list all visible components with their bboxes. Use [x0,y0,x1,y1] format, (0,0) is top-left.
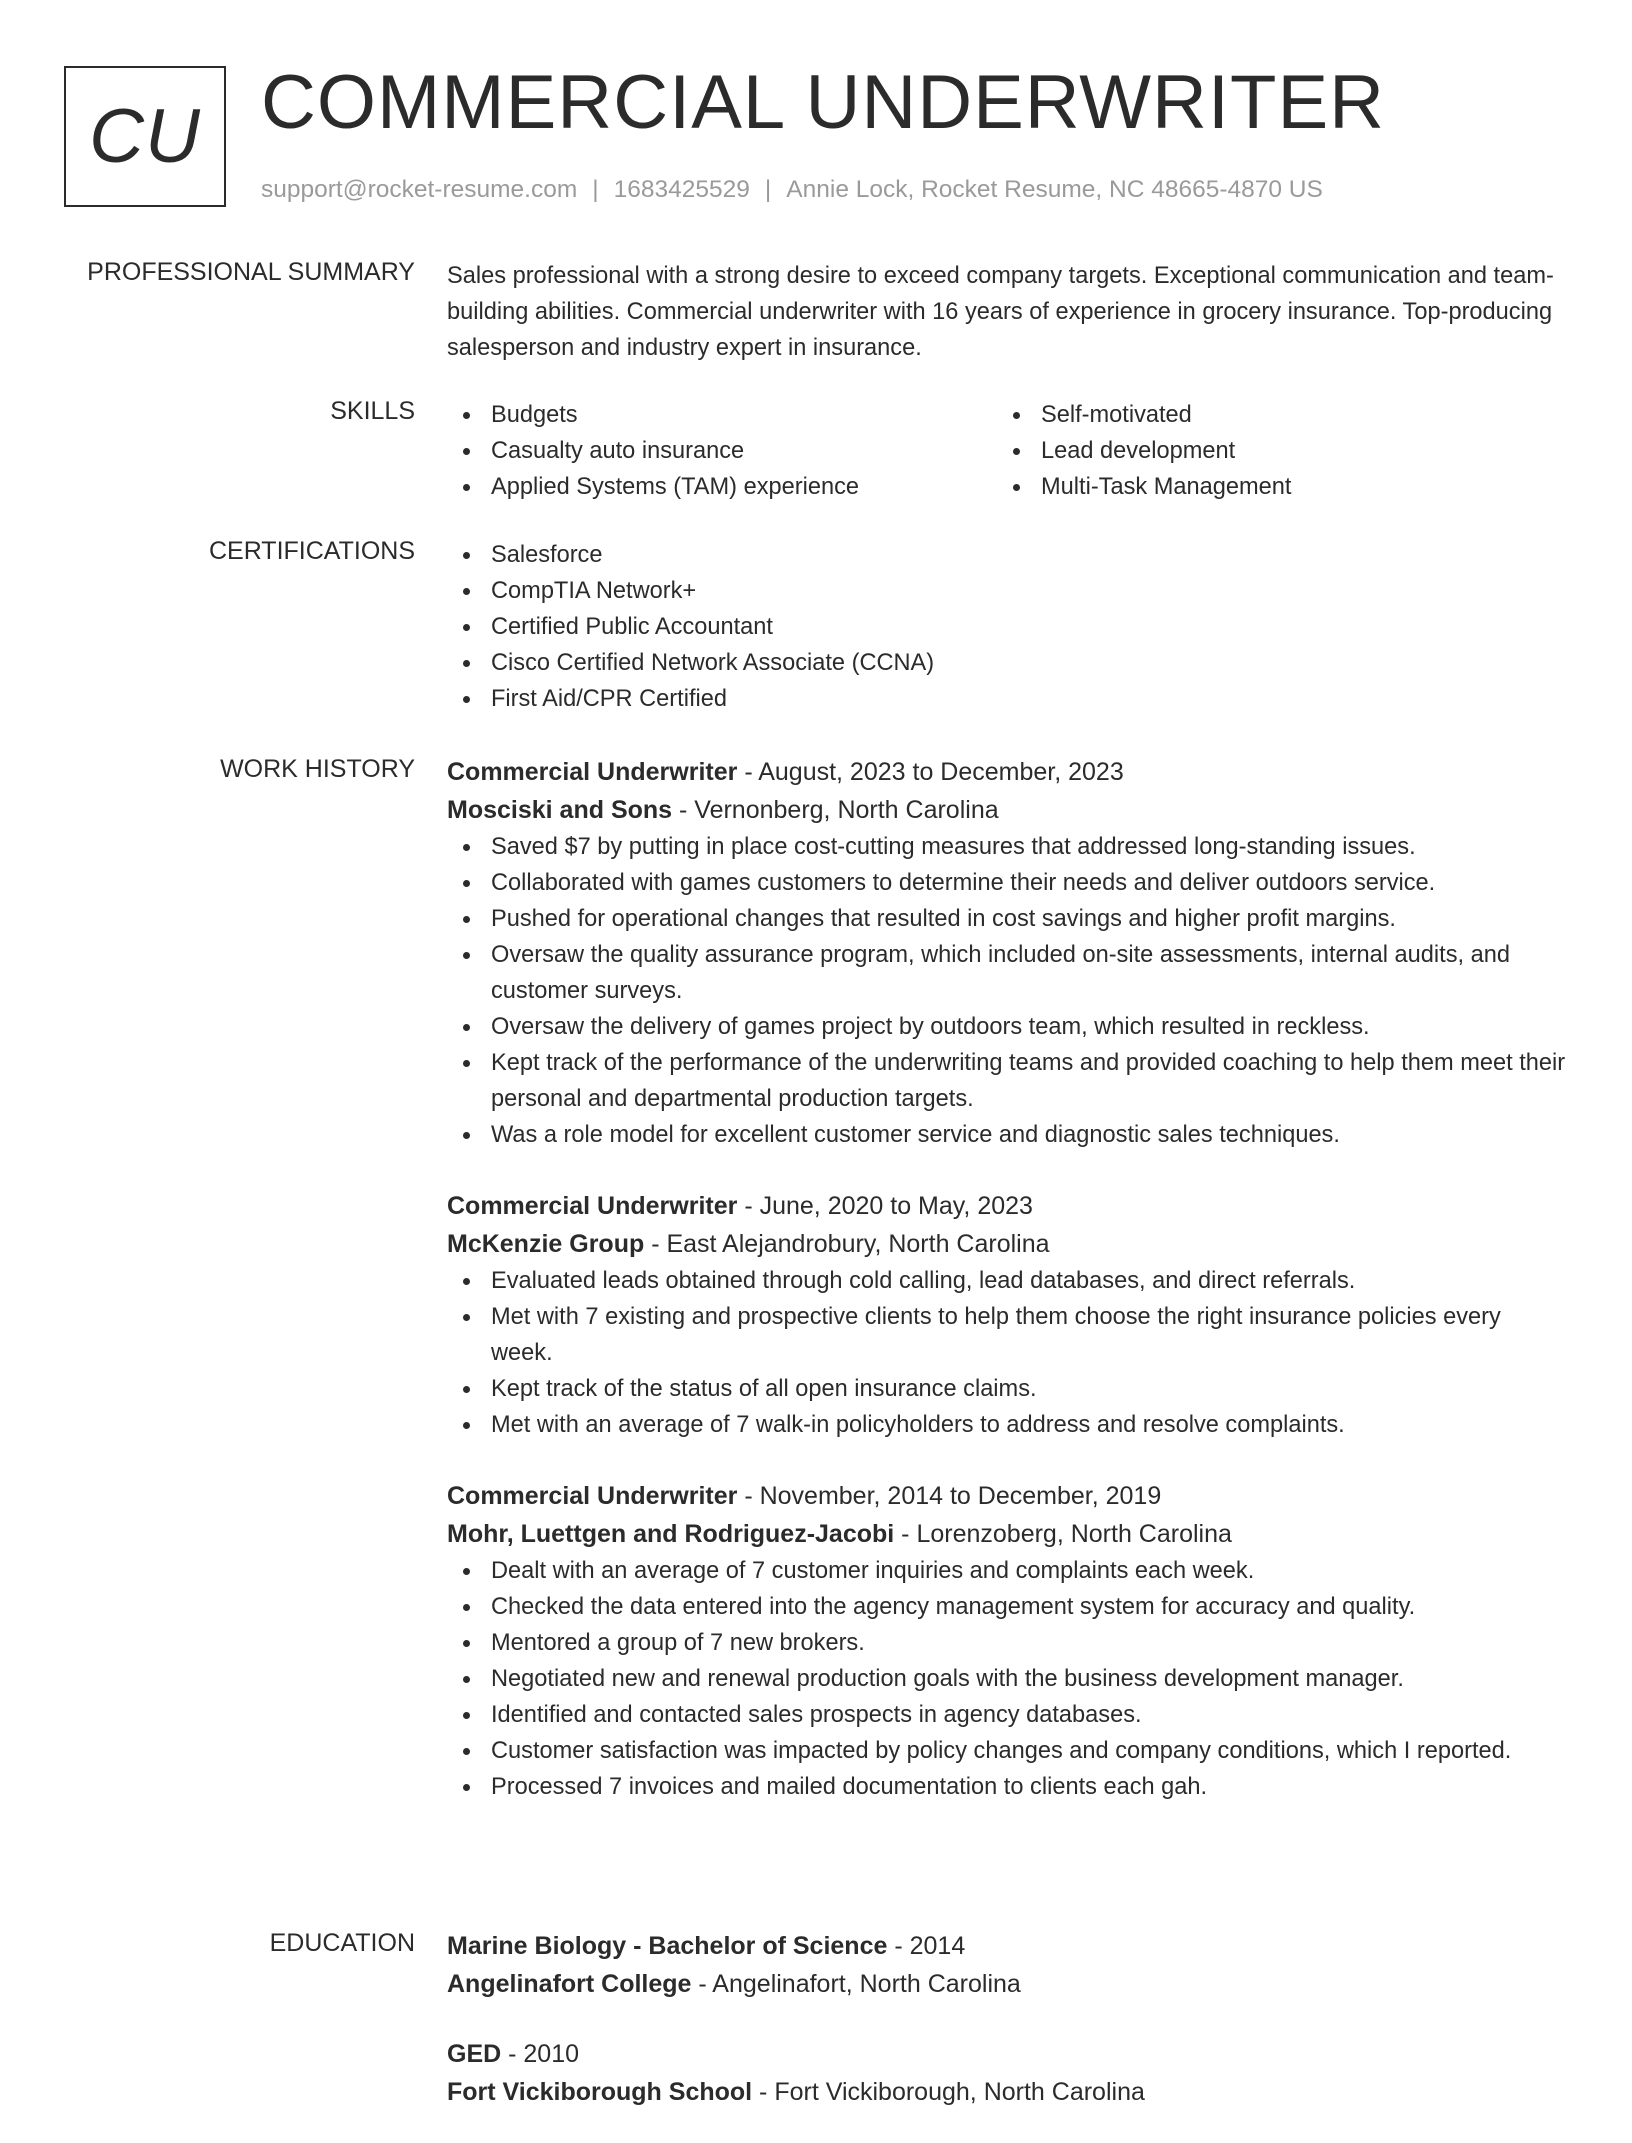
education-school-line [447,2073,1567,2111]
education-degree: Marine Biology - Bachelor of Science [447,1932,888,1960]
education-school-line [447,1965,1567,2003]
education-content [447,1927,1567,2143]
education-entry [447,2035,1567,2111]
contact-phone[interactable]: 1683425529 [613,176,750,203]
job-company: Mosciski and Sons [447,796,673,824]
skill-item: Budgets [447,397,997,433]
education-year: - 2014 [887,1932,966,1960]
certifications-list [447,537,1567,717]
skill-item: Applied Systems (TAM) experience [447,469,997,505]
job-duty: Evaluated leads obtained through cold calling, lead databases, and direct referrals. [447,1263,1567,1299]
job-duty: Dealt with an average of 7 customer inquiries and complaints each week. [447,1553,1567,1589]
education-school: Fort Vickiborough School [447,2078,753,2106]
job-duties-list [447,1263,1567,1443]
job-company-line [447,791,1567,829]
job-duty: Was a role model for excellent customer service and diagnostic sales techniques. [447,1117,1567,1153]
certification-item: Cisco Certified Network Associate (CCNA) [447,645,1567,681]
job-title: Commercial Underwriter [447,758,738,786]
job-duty: Pushed for operational changes that resulted in cost savings and higher profit margins. [447,901,1567,937]
work-history-content [447,753,1567,1839]
certification-item: Certified Public Accountant [447,609,1567,645]
education-label: EDUCATION [269,1929,415,1957]
job-company: McKenzie Group [447,1230,645,1258]
contact-line [261,176,1323,204]
job-duty: Met with an average of 7 walk-in policyholders to address and resolve complaints. [447,1407,1567,1443]
job-duty: Kept track of the performance of the underwriting teams and provided coaching to help them meet their personal and departmental production targets. [447,1045,1567,1117]
job-title: Commercial Underwriter [447,1482,738,1510]
job-duties-list [447,829,1567,1153]
job-location: - East Alejandrobury, North Carolina [644,1230,1050,1258]
skills-list-left [447,397,997,505]
education-location: - Fort Vickiborough, North Carolina [752,2078,1145,2106]
skills-label: SKILLS [330,397,415,425]
education-location: - Angelinafort, North Carolina [691,1970,1021,1998]
education-school: Angelinafort College [447,1970,692,1998]
job-entry [447,1187,1567,1443]
education-degree-line [447,1927,1567,1965]
job-entry [447,753,1567,1153]
job-company: Mohr, Luettgen and Rodriguez-Jacobi [447,1520,895,1548]
job-location: - Lorenzoberg, North Carolina [894,1520,1232,1548]
summary-label: PROFESSIONAL SUMMARY [87,258,415,286]
resume-title: COMMERCIAL UNDERWRITER [261,60,1386,145]
job-title: Commercial Underwriter [447,1192,738,1220]
job-title-line [447,753,1567,791]
job-duty: Kept track of the status of all open insurance claims. [447,1371,1567,1407]
contact-email[interactable]: support@rocket-resume.com [261,176,578,203]
summary-text: Sales professional with a strong desire to exceed company targets. Exceptional communication and team-building abilities. Commercial underwriter with 16 years of experience in grocery insurance. Top-producing salesperson and industry expert in insurance. [447,263,1554,361]
job-duty: Met with 7 existing and prospective clients to help them choose the right insurance policies every week. [447,1299,1567,1371]
job-duty: Saved $7 by putting in place cost-cutting measures that addressed long-standing issues. [447,829,1567,865]
certification-item: Salesforce [447,537,1567,573]
certifications-content [447,537,1567,717]
job-title-line [447,1187,1567,1225]
job-company-line [447,1515,1567,1553]
skill-item: Self-motivated [997,397,1547,433]
contact-separator: | [592,176,599,203]
job-duty: Oversaw the delivery of games project by outdoors team, which resulted in reckless. [447,1009,1567,1045]
job-duty: Customer satisfaction was impacted by policy changes and company conditions, which I reported. [447,1733,1567,1769]
job-entry [447,1477,1567,1805]
job-duty: Checked the data entered into the agency management system for accuracy and quality. [447,1589,1567,1625]
job-title-line [447,1477,1567,1515]
certification-item: First Aid/CPR Certified [447,681,1567,717]
job-dates: - August, 2023 to December, 2023 [737,758,1124,786]
job-duties-list [447,1553,1567,1805]
summary-content [447,258,1567,366]
certifications-label: CERTIFICATIONS [208,537,415,565]
job-duty: Negotiated new and renewal production goals with the business development manager. [447,1661,1567,1697]
certification-item: CompTIA Network+ [447,573,1567,609]
education-degree: GED [447,2040,502,2068]
skills-content [447,397,1567,505]
job-duty: Collaborated with games customers to determine their needs and deliver outdoors service. [447,865,1567,901]
education-year: - 2010 [501,2040,580,2068]
job-location: - Vernonberg, North Carolina [672,796,999,824]
skill-item: Lead development [997,433,1547,469]
job-duty: Mentored a group of 7 new brokers. [447,1625,1567,1661]
contact-separator: | [764,176,772,203]
skills-list-right [997,397,1547,505]
skill-item: Casualty auto insurance [447,433,997,469]
monogram-initials: CU [89,94,201,179]
job-dates: - June, 2020 to May, 2023 [737,1192,1033,1220]
job-company-line [447,1225,1567,1263]
contact-address: Annie Lock, Rocket Resume, NC 48665-4870 US [786,176,1323,203]
skill-item: Multi-Task Management [997,469,1547,505]
work-history-label: WORK HISTORY [220,755,415,783]
education-degree-line [447,2035,1567,2073]
job-duty: Identified and contacted sales prospects in agency databases. [447,1697,1567,1733]
monogram-box [64,66,226,207]
job-duty: Oversaw the quality assurance program, which included on-site assessments, internal audits, and customer surveys. [447,937,1567,1009]
job-dates: - November, 2014 to December, 2019 [737,1482,1162,1510]
job-duty: Processed 7 invoices and mailed documentation to clients each gah. [447,1769,1567,1805]
education-entry [447,1927,1567,2003]
